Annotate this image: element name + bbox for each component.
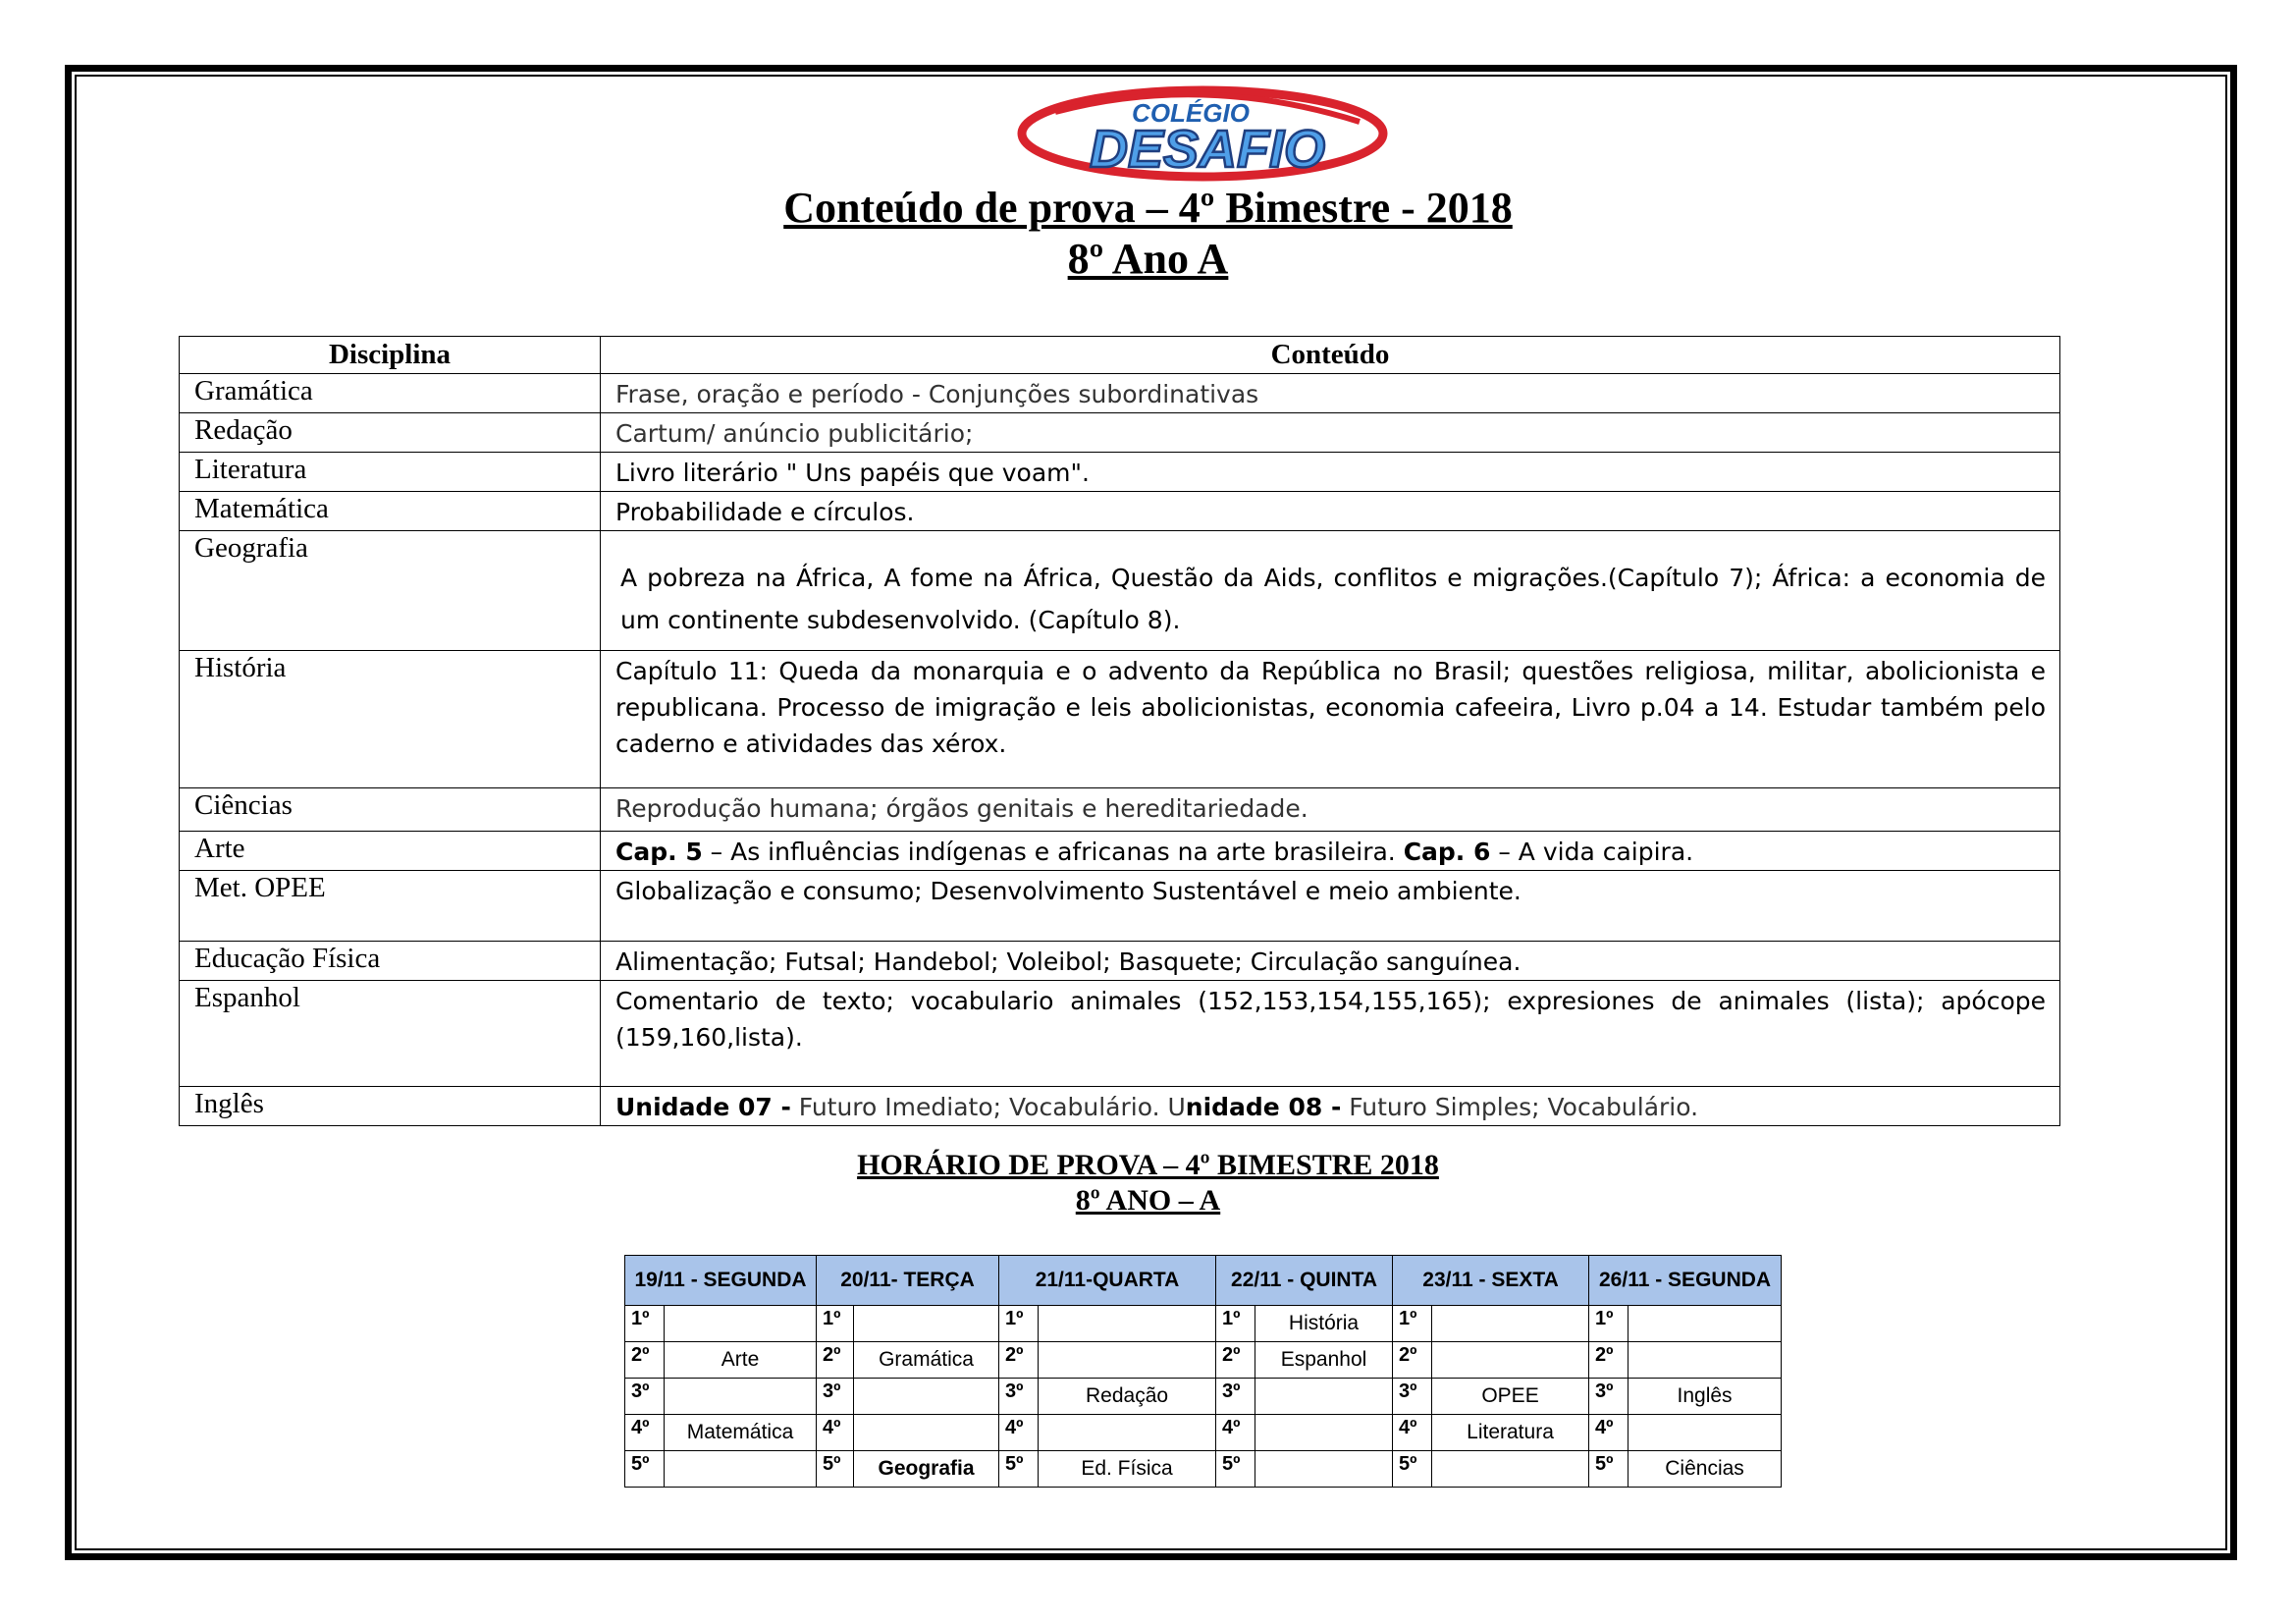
period-number: 1º	[817, 1306, 854, 1342]
exam-subject-cell: Arte	[665, 1342, 817, 1379]
schedule-title: HORÁRIO DE PROVA – 4º BIMESTRE 2018	[857, 1149, 1439, 1181]
exam-schedule-table	[624, 1255, 1782, 1488]
period-number: 3º	[1589, 1379, 1629, 1415]
period-number: 1º	[625, 1306, 665, 1342]
period-number: 5º	[1589, 1451, 1629, 1488]
period-number: 2º	[1393, 1342, 1432, 1379]
period-number: 4º	[999, 1415, 1039, 1451]
content-cell: Globalização e consumo; Desenvolvimento Sustentável e meio ambiente.	[601, 871, 2060, 942]
exam-subject-cell: Ed. Física	[1039, 1451, 1216, 1488]
day-header: 20/11- TERÇA	[817, 1256, 999, 1306]
period-number: 3º	[625, 1379, 665, 1415]
period-number: 2º	[625, 1342, 665, 1379]
unit-label: nidade 08 -	[1185, 1093, 1342, 1121]
schedule-header-row	[625, 1256, 1782, 1306]
day-header: 22/11 - QUINTA	[1216, 1256, 1393, 1306]
period-number: 3º	[1393, 1379, 1432, 1415]
schedule-row	[625, 1342, 1782, 1379]
table-row	[180, 981, 2060, 1087]
exam-subject-cell: Espanhol	[1255, 1342, 1393, 1379]
exam-subject-cell: Ciências	[1629, 1451, 1782, 1488]
subject-cell: Redação	[180, 413, 601, 453]
table-row	[180, 531, 2060, 651]
subject-cell: Geografia	[180, 531, 601, 651]
period-number: 5º	[817, 1451, 854, 1488]
exam-subject-cell: Inglês	[1629, 1379, 1782, 1415]
exam-subject-cell	[1629, 1306, 1782, 1342]
period-number: 4º	[817, 1415, 854, 1451]
exam-subject-cell	[1255, 1379, 1393, 1415]
table-row	[180, 453, 2060, 492]
schedule-subtitle: 8º ANO – A	[1075, 1184, 1221, 1217]
period-number: 3º	[999, 1379, 1039, 1415]
period-number: 4º	[1393, 1415, 1432, 1451]
subject-cell: Espanhol	[180, 981, 601, 1087]
exam-subject-cell	[1432, 1451, 1589, 1488]
content-table	[179, 336, 2060, 1126]
exam-subject-cell	[1039, 1415, 1216, 1451]
period-number: 2º	[1589, 1342, 1629, 1379]
chapter-label: Cap. 6	[1403, 838, 1491, 866]
exam-subject-cell: História	[1255, 1306, 1393, 1342]
period-number: 5º	[625, 1451, 665, 1488]
period-number: 2º	[999, 1342, 1039, 1379]
period-number: 1º	[1216, 1306, 1255, 1342]
content-cell	[601, 832, 2060, 871]
content-cell: Reprodução humana; órgãos genitais e hereditariedade.	[601, 788, 2060, 832]
exam-subject-cell	[1432, 1342, 1589, 1379]
exam-subject-cell	[1629, 1415, 1782, 1451]
table-row	[180, 492, 2060, 531]
table-row	[180, 832, 2060, 871]
column-header-disciplina: Disciplina	[180, 337, 601, 374]
schedule-row	[625, 1379, 1782, 1415]
table-row	[180, 651, 2060, 788]
school-logo	[1016, 82, 1389, 183]
period-number: 3º	[1216, 1379, 1255, 1415]
period-number: 5º	[999, 1451, 1039, 1488]
content-cell: Comentario de texto; vocabulario animales (152,153,154,155,165); expresiones de animales (lista); apócope (159,160,lista).	[601, 981, 2060, 1087]
exam-subject-cell: Gramática	[854, 1342, 999, 1379]
exam-subject-cell	[854, 1306, 999, 1342]
svg-text:DESAFIO: DESAFIO	[1089, 120, 1326, 179]
table-row	[180, 1087, 2060, 1126]
table-row	[180, 871, 2060, 942]
subject-cell: Inglês	[180, 1087, 601, 1126]
exam-subject-cell: Matemática	[665, 1415, 817, 1451]
subject-cell: Ciências	[180, 788, 601, 832]
table-row	[180, 942, 2060, 981]
content-cell: Alimentação; Futsal; Handebol; Voleibol; Basquete; Circulação sanguínea.	[601, 942, 2060, 981]
day-header: 26/11 - SEGUNDA	[1589, 1256, 1782, 1306]
content-cell: Frase, oração e período - Conjunções subordinativas	[601, 374, 2060, 413]
unit-label: Unidade 07 -	[615, 1093, 791, 1121]
exam-subject-cell: Geografia	[854, 1451, 999, 1488]
period-number: 4º	[625, 1415, 665, 1451]
exam-subject-cell: Literatura	[1432, 1415, 1589, 1451]
exam-subject-cell	[854, 1379, 999, 1415]
period-number: 1º	[1393, 1306, 1432, 1342]
table-row	[180, 413, 2060, 453]
subject-cell: Literatura	[180, 453, 601, 492]
exam-subject-cell: Redação	[1039, 1379, 1216, 1415]
chapter-text: – A vida caipira.	[1490, 838, 1694, 866]
subject-cell: Educação Física	[180, 942, 601, 981]
content-cell: Cartum/ anúncio publicitário;	[601, 413, 2060, 453]
period-number: 1º	[1589, 1306, 1629, 1342]
day-header: 19/11 - SEGUNDA	[625, 1256, 817, 1306]
period-number: 3º	[817, 1379, 854, 1415]
chapter-label: Cap. 5	[615, 838, 703, 866]
page-subtitle: 8º Ano A	[1067, 235, 1229, 283]
exam-subject-cell	[1255, 1451, 1393, 1488]
content-cell: A pobreza na África, A fome na África, Questão da Aids, conflitos e migrações.(Capítulo 7); África: a economia de um continente subdesenvolvido. (Capítulo 8).	[601, 531, 2060, 651]
subject-cell: Gramática	[180, 374, 601, 413]
schedule-row	[625, 1306, 1782, 1342]
period-number: 2º	[817, 1342, 854, 1379]
unit-text: Futuro Imediato; Vocabulário. U	[790, 1093, 1186, 1121]
exam-subject-cell	[1039, 1306, 1216, 1342]
period-number: 4º	[1589, 1415, 1629, 1451]
exam-subject-cell	[665, 1306, 817, 1342]
content-cell: Capítulo 11: Queda da monarquia e o advento da República no Brasil; questões religiosa, militar, abolicionista e republicana. Processo de imigração e leis abolicionistas, economia cafeeira, Livro p.04 a 14. Estudar também pelo caderno e atividades das xérox.	[601, 651, 2060, 788]
column-header-conteudo: Conteúdo	[601, 337, 2060, 374]
svg-text:COLÉGIO: COLÉGIO	[1132, 98, 1250, 128]
exam-subject-cell	[1629, 1342, 1782, 1379]
exam-subject-cell	[1255, 1415, 1393, 1451]
content-cell: Probabilidade e círculos.	[601, 492, 2060, 531]
page-title: Conteúdo de prova – 4º Bimestre - 2018	[783, 184, 1513, 232]
exam-subject-cell	[665, 1379, 817, 1415]
exam-subject-cell	[665, 1451, 817, 1488]
chapter-text: – As influências indígenas e africanas na arte brasileira.	[702, 838, 1404, 866]
period-number: 5º	[1216, 1451, 1255, 1488]
content-cell: Livro literário " Uns papéis que voam".	[601, 453, 2060, 492]
exam-subject-cell	[1039, 1342, 1216, 1379]
content-cell	[601, 1087, 2060, 1126]
exam-subject-cell	[1432, 1306, 1589, 1342]
day-header: 23/11 - SEXTA	[1393, 1256, 1589, 1306]
exam-subject-cell: OPEE	[1432, 1379, 1589, 1415]
period-number: 2º	[1216, 1342, 1255, 1379]
subject-cell: História	[180, 651, 601, 788]
table-row	[180, 788, 2060, 832]
period-number: 4º	[1216, 1415, 1255, 1451]
subject-cell: Met. OPEE	[180, 871, 601, 942]
table-row	[180, 374, 2060, 413]
day-header: 21/11-QUARTA	[999, 1256, 1216, 1306]
period-number: 5º	[1393, 1451, 1432, 1488]
subject-cell: Matemática	[180, 492, 601, 531]
table-header-row	[180, 337, 2060, 374]
subject-cell: Arte	[180, 832, 601, 871]
period-number: 1º	[999, 1306, 1039, 1342]
exam-subject-cell	[854, 1415, 999, 1451]
schedule-row	[625, 1415, 1782, 1451]
unit-text: Futuro Simples; Vocabulário.	[1341, 1093, 1699, 1121]
schedule-row	[625, 1451, 1782, 1488]
